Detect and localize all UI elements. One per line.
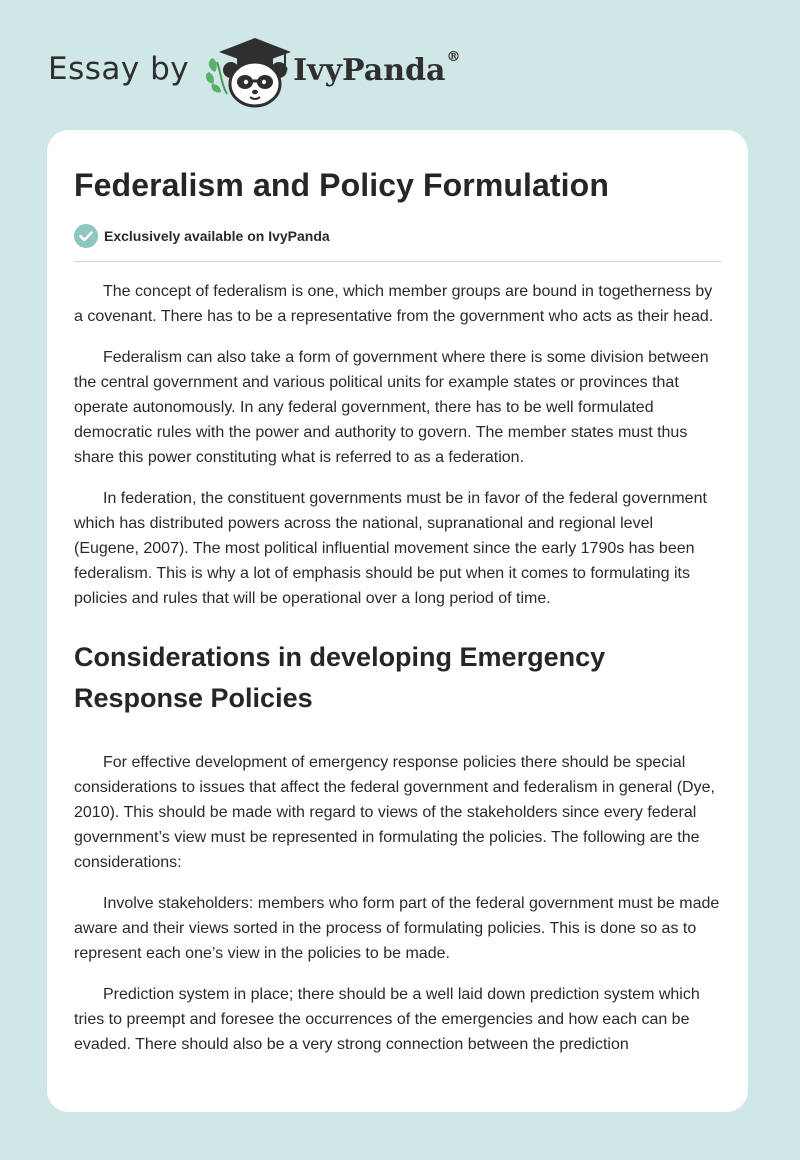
brand-header[interactable] xyxy=(48,32,460,112)
paragraph: In federation, the constituent governments must be in favor of the federal government which has distributed powers across the national, supranational and regional level (Eugene, 2007). The most political influential movement since the early 1790s has been federalism. This is why a lot of emphasis should be put when it comes to formulating its policies and rules that will be operational over a long period of time. xyxy=(74,490,707,607)
registered-mark: ® xyxy=(446,48,461,65)
paragraph: Prediction system in place; there should be a well laid down prediction system which tries to preempt and foresee the occurrences of the emergencies and how each can be evaded. There should also be a very strong connection between the prediction xyxy=(74,986,700,1053)
check-circle-icon xyxy=(74,224,98,248)
paragraph: The concept of federalism is one, which member groups are bound in togetherness by a covenant. There has to be a representative from the government who acts as their head. xyxy=(74,283,714,325)
paragraph: Involve stakeholders: members who form part of the federal government must be made aware and their views sorted in the process of formulating policies. This is done so as to represent each one’s view in the policies to be made. xyxy=(74,895,720,962)
brand-name: IvyPanda® xyxy=(293,48,461,88)
essay-card xyxy=(47,130,748,1112)
section-heading: Considerations in developing Emergency Response Policies xyxy=(74,642,606,713)
panda-graduate-icon xyxy=(203,32,295,112)
page-title: Federalism and Policy Formulation xyxy=(74,167,609,203)
title-divider xyxy=(74,261,721,262)
exclusive-badge-text: Exclusively available on IvyPanda xyxy=(104,228,330,244)
essay-body xyxy=(74,279,721,1057)
brand-prefix: Essay by xyxy=(48,51,190,87)
paragraph: For effective development of emergency response policies there should be special considerations to issues that affect the federal government and federalism in general (Dye, 2010). This should be made with regard to views of the stakeholders since every federal government’s view must be represented in formulating the policies. The following are the considerations: xyxy=(74,754,715,871)
exclusive-badge xyxy=(74,223,721,249)
paragraph: Federalism can also take a form of government where there is some division between the central government and various political units for example states or provinces that operate autonomously. In any federal government, there has to be well formulated democratic rules with the power and authority to govern. The member states must thus share this power constituting what is referred to as a federation. xyxy=(74,349,709,466)
